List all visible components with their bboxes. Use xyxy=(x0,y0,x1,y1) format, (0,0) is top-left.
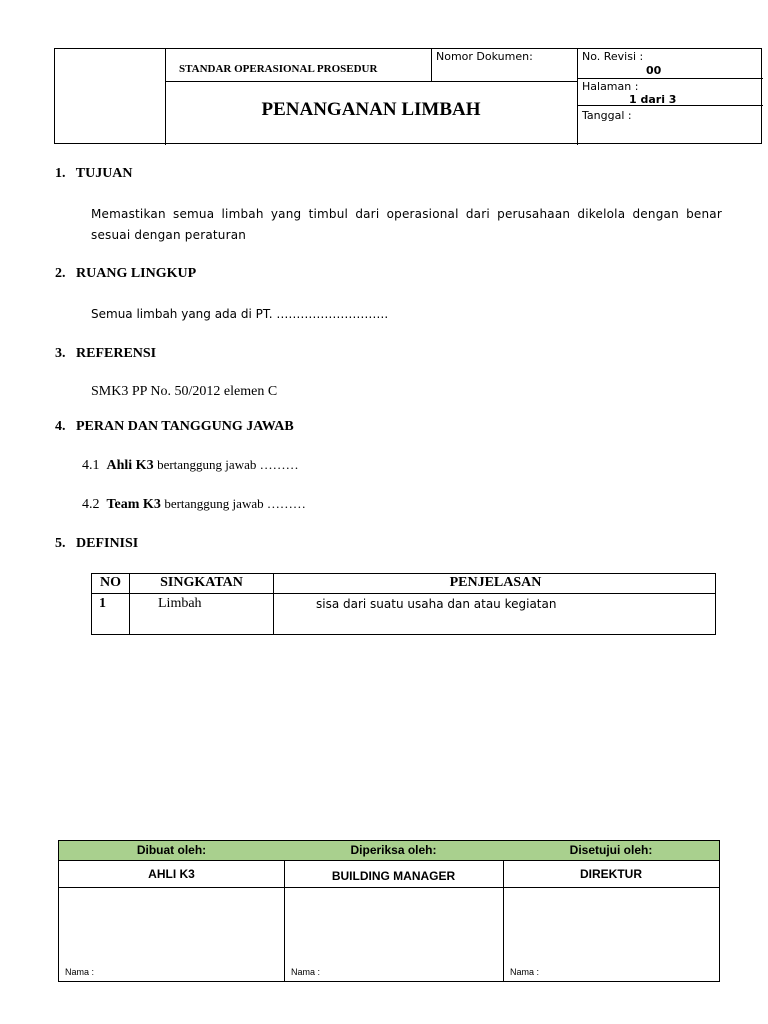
header-divider xyxy=(431,49,432,81)
tujuan-text-line1: Memastikan semua limbah yang timbul dari operasional dari perusahaan dikelola dengan benar xyxy=(91,207,722,221)
table-divider xyxy=(59,860,719,861)
section-heading-tujuan: 1. TUJUAN xyxy=(55,166,133,181)
signature-header-approved-by: Disetujui oleh: xyxy=(569,843,653,857)
referensi-text: SMK3 PP No. 50/2012 elemen C xyxy=(91,384,278,399)
page-label: Halaman : xyxy=(582,80,639,93)
peran-item-desc: bertanggung jawab ……… xyxy=(164,496,306,511)
header-divider xyxy=(577,49,578,145)
table-cell-term: Limbah xyxy=(158,596,202,611)
signature-role-ahli-k3: AHLI K3 xyxy=(148,867,195,881)
column-header-penjelasan: PENJELASAN xyxy=(449,575,542,590)
revision-label: No. Revisi : xyxy=(582,50,644,63)
signature-role-building-manager: BUILDING MANAGER xyxy=(331,869,456,883)
page-value: 1 dari 3 xyxy=(629,93,677,106)
peran-item-number: 4.2 xyxy=(82,497,100,512)
sop-label: STANDAR OPERASIONAL PROSEDUR xyxy=(179,63,378,75)
column-header-no: NO xyxy=(100,575,121,590)
definitions-table xyxy=(91,573,716,635)
peran-item-2 xyxy=(82,496,306,513)
logo-cell xyxy=(55,49,165,145)
signature-table xyxy=(58,840,720,982)
peran-item-role: Team K3 xyxy=(106,497,161,512)
date-label: Tanggal : xyxy=(582,109,632,122)
signature-name-field: Nama : xyxy=(65,967,95,977)
revision-value: 00 xyxy=(646,64,662,77)
tujuan-text-line2: sesuai dengan peraturan xyxy=(91,228,247,242)
peran-item-role: Ahli K3 xyxy=(106,458,154,473)
signature-header-checked-by: Diperiksa oleh: xyxy=(350,843,437,857)
peran-item-1 xyxy=(82,457,299,474)
peran-item-desc: bertanggung jawab ……… xyxy=(157,457,299,472)
header-divider xyxy=(165,81,577,82)
section-heading-peran: 4. PERAN DAN TANGGUNG JAWAB xyxy=(55,419,294,434)
header-divider xyxy=(165,49,166,145)
column-header-singkatan: SINGKATAN xyxy=(160,575,243,590)
table-divider xyxy=(92,593,715,594)
doc-number-label: Nomor Dokumen: xyxy=(436,50,533,63)
signature-header-made-by: Dibuat oleh: xyxy=(136,843,207,857)
signature-name-field: Nama : xyxy=(510,967,540,977)
table-cell-no: 1 xyxy=(99,596,106,611)
document-header-table xyxy=(54,48,762,144)
header-divider xyxy=(577,78,763,79)
section-heading-ruang-lingkup: 2. RUANG LINGKUP xyxy=(55,266,197,281)
ruang-lingkup-text: Semua limbah yang ada di PT. ………………………. xyxy=(91,307,389,321)
table-cell-explanation: sisa dari suatu usaha dan atau kegiatan xyxy=(316,597,557,611)
section-heading-definisi: 5. DEFINISI xyxy=(55,536,139,551)
signature-role-direktur: DIREKTUR xyxy=(580,867,642,881)
table-divider xyxy=(59,887,719,888)
peran-item-number: 4.1 xyxy=(82,458,100,473)
section-heading-referensi: 3. REFERENSI xyxy=(55,346,157,361)
signature-name-field: Nama : xyxy=(291,967,321,977)
document-title: PENANGANAN LIMBAH xyxy=(261,99,481,120)
